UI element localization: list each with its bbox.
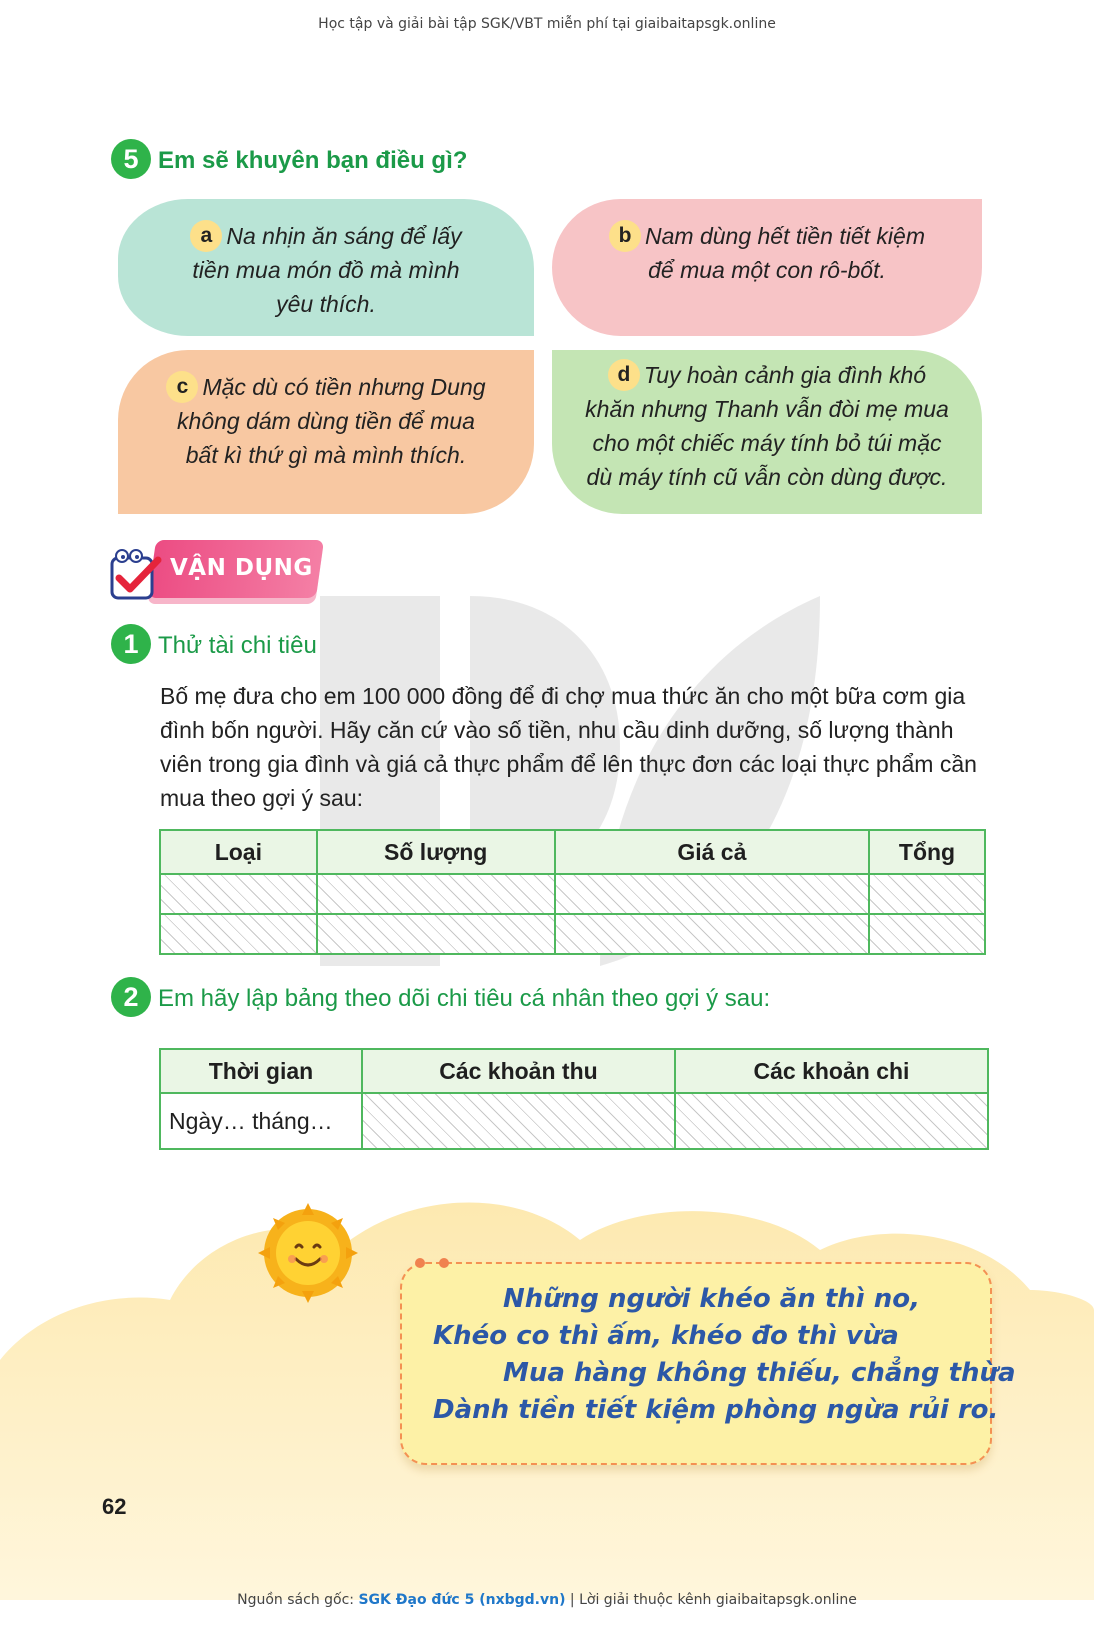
card-line: Na nhịn ăn sáng để lấy bbox=[226, 223, 462, 249]
card-line: tiền mua món đồ mà mình bbox=[192, 257, 460, 283]
activity-title: Thử tài chi tiêu bbox=[158, 632, 317, 659]
card-line: khăn nhưng Thanh vẫn đòi mẹ mua bbox=[585, 396, 949, 422]
activity-number-badge: 1 bbox=[111, 624, 151, 664]
empty-cell bbox=[555, 874, 869, 914]
column-header: Tổng bbox=[869, 830, 985, 874]
card-line: cho một chiếc máy tính bỏ túi mặc bbox=[592, 430, 942, 456]
proverb-line: Dành tiền tiết kiệm phòng ngừa rủi ro. bbox=[433, 1395, 999, 1425]
empty-cell bbox=[869, 874, 985, 914]
card-line: Nam dùng hết tiền tiết kiệm bbox=[645, 223, 925, 249]
card-letter: d bbox=[608, 359, 640, 391]
empty-cell bbox=[317, 914, 555, 954]
decor-dot bbox=[415, 1258, 425, 1268]
proverb-line: Mua hàng không thiếu, chẳng thừa bbox=[503, 1358, 1016, 1388]
activity-number-badge: 2 bbox=[111, 977, 151, 1017]
section-number-badge: 5 bbox=[111, 139, 151, 179]
card-line: Tuy hoàn cảnh gia đình khó bbox=[643, 362, 927, 388]
card-line: không dám dùng tiền để mua bbox=[177, 408, 475, 434]
empty-cell bbox=[160, 874, 317, 914]
activity-instructions: Bố mẹ đưa cho em 100 000 đồng để đi chợ mua thức ăn cho một bữa cơm gia đình bốn người. Hãy căn cứ vào số tiền, nhu cầu dinh dưỡng, số lượng thành viên trong gia đình và giá cả thực phẩm để lên thực đơn các loại thực phẩm cần mua theo gợi ý sau: bbox=[160, 683, 977, 811]
decor-dot bbox=[439, 1258, 449, 1268]
table-row bbox=[160, 914, 985, 954]
row-label: Ngày… tháng… bbox=[160, 1093, 362, 1149]
activity-title: Em hãy lập bảng theo dõi chi tiêu cá nhân theo gợi ý sau: bbox=[158, 985, 771, 1012]
card-letter: c bbox=[166, 371, 198, 403]
empty-cell bbox=[317, 874, 555, 914]
expense-tracking-table bbox=[159, 1048, 989, 1150]
checkbox-mascot-icon bbox=[108, 548, 164, 604]
scenario-card-d bbox=[552, 350, 982, 514]
empty-cell bbox=[555, 914, 869, 954]
scenario-card-c bbox=[118, 350, 534, 514]
section-title: Em sẽ khuyên bạn điều gì? bbox=[158, 147, 468, 174]
card-letter: a bbox=[190, 220, 222, 252]
site-header: Học tập và giải bài tập SGK/VBT miễn phí tại giaibaitapsgk.online bbox=[318, 16, 776, 32]
scenario-card-b bbox=[552, 199, 982, 336]
proverb-line: Khéo co thì ấm, khéo đo thì vừa bbox=[433, 1321, 899, 1351]
scenario-card-a bbox=[118, 199, 534, 336]
footer-source-link[interactable]: SGK Đạo đức 5 (nxbgd.vn) bbox=[358, 1592, 566, 1608]
source-footer bbox=[0, 1592, 1094, 1608]
column-header: Thời gian bbox=[160, 1049, 362, 1093]
smiling-sun-icon bbox=[258, 1203, 358, 1303]
shopping-table bbox=[159, 829, 986, 955]
table-row bbox=[160, 1093, 988, 1149]
column-header: Loại bbox=[160, 830, 317, 874]
card-line: bất kì thứ gì mà mình thích. bbox=[185, 442, 467, 468]
empty-cell bbox=[362, 1093, 675, 1149]
column-header: Các khoản thu bbox=[362, 1049, 675, 1093]
vandung-banner bbox=[108, 536, 323, 620]
empty-cell bbox=[675, 1093, 988, 1149]
footer-suffix: | Lời giải thuộc kênh giaibaitapsgk.online bbox=[565, 1592, 857, 1608]
page-number: 62 bbox=[102, 1494, 127, 1519]
column-header: Số lượng bbox=[317, 830, 555, 874]
column-header: Giá cả bbox=[555, 830, 869, 874]
card-letter: b bbox=[609, 220, 641, 252]
table-row bbox=[160, 874, 985, 914]
card-line: dù máy tính cũ vẫn còn dùng được. bbox=[586, 464, 948, 490]
card-line: yêu thích. bbox=[276, 291, 376, 317]
column-header: Các khoản chi bbox=[675, 1049, 988, 1093]
empty-cell bbox=[869, 914, 985, 954]
card-line: Mặc dù có tiền nhưng Dung bbox=[202, 374, 486, 400]
card-line: để mua một con rô-bốt. bbox=[648, 257, 886, 283]
footer-prefix: Nguồn sách gốc: bbox=[237, 1592, 359, 1608]
empty-cell bbox=[160, 914, 317, 954]
vandung-label: VẬN DỤNG bbox=[170, 555, 313, 581]
proverb-line: Những người khéo ăn thì no, bbox=[503, 1284, 921, 1314]
